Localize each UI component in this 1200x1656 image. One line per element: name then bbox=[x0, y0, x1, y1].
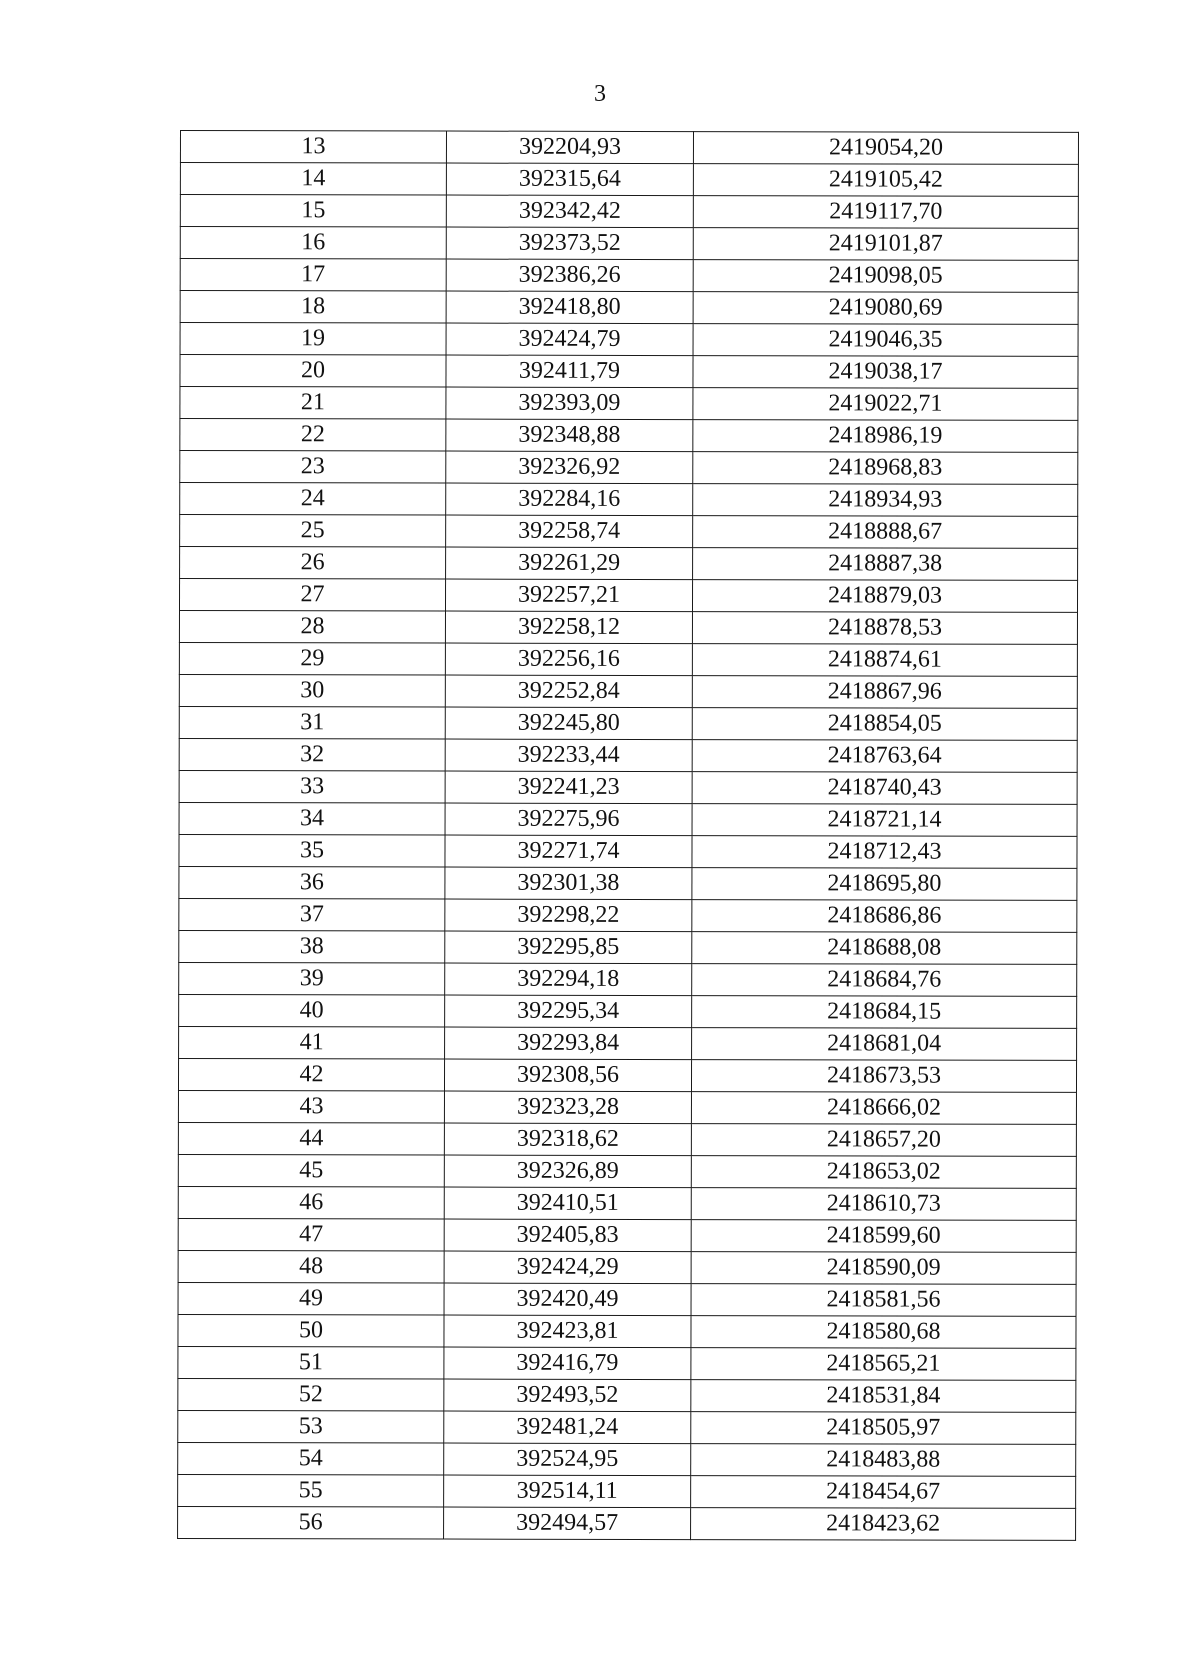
point-number-cell: 50 bbox=[178, 1314, 444, 1347]
x-coordinate-cell: 392284,16 bbox=[446, 483, 693, 516]
y-coordinate-cell: 2418968,83 bbox=[693, 452, 1078, 485]
point-number-cell: 49 bbox=[178, 1282, 444, 1315]
x-coordinate-cell: 392423,81 bbox=[444, 1315, 691, 1348]
x-coordinate-cell: 392257,21 bbox=[445, 579, 692, 612]
table-row bbox=[178, 1346, 1076, 1380]
table-row bbox=[179, 898, 1077, 932]
x-coordinate-cell: 392514,11 bbox=[444, 1475, 691, 1508]
y-coordinate-cell: 2418688,08 bbox=[692, 932, 1077, 965]
coordinates-table-body bbox=[178, 131, 1079, 1541]
y-coordinate-cell: 2418681,04 bbox=[692, 1028, 1077, 1061]
table-row bbox=[179, 611, 1077, 645]
point-number-cell: 48 bbox=[178, 1250, 444, 1283]
x-coordinate-cell: 392275,96 bbox=[445, 803, 692, 836]
table-row bbox=[178, 1378, 1076, 1412]
x-coordinate-cell: 392271,74 bbox=[445, 835, 692, 868]
x-coordinate-cell: 392424,79 bbox=[446, 323, 693, 356]
point-number-cell: 51 bbox=[178, 1346, 444, 1379]
x-coordinate-cell: 392258,74 bbox=[446, 515, 693, 548]
y-coordinate-cell: 2418854,05 bbox=[692, 708, 1077, 741]
x-coordinate-cell: 392386,26 bbox=[446, 259, 693, 292]
y-coordinate-cell: 2418673,53 bbox=[691, 1060, 1076, 1093]
table-row bbox=[179, 834, 1077, 868]
x-coordinate-cell: 392524,95 bbox=[444, 1443, 691, 1476]
point-number-cell: 43 bbox=[178, 1090, 444, 1123]
point-number-cell: 13 bbox=[180, 131, 446, 164]
y-coordinate-cell: 2419117,70 bbox=[693, 196, 1078, 229]
table-row bbox=[180, 451, 1078, 485]
x-coordinate-cell: 392323,28 bbox=[444, 1091, 691, 1124]
y-coordinate-cell: 2419038,17 bbox=[693, 356, 1078, 389]
x-coordinate-cell: 392326,89 bbox=[444, 1155, 691, 1188]
table-row bbox=[180, 483, 1078, 517]
y-coordinate-cell: 2418653,02 bbox=[691, 1156, 1076, 1189]
point-number-cell: 32 bbox=[179, 738, 445, 771]
point-number-cell: 21 bbox=[180, 387, 446, 420]
table-row bbox=[180, 547, 1078, 581]
table-row bbox=[179, 579, 1077, 613]
y-coordinate-cell: 2418867,96 bbox=[692, 676, 1077, 709]
point-number-cell: 46 bbox=[178, 1186, 444, 1219]
table-row bbox=[179, 706, 1077, 740]
point-number-cell: 55 bbox=[178, 1474, 444, 1507]
point-number-cell: 35 bbox=[179, 834, 445, 867]
y-coordinate-cell: 2419101,87 bbox=[693, 228, 1078, 261]
table-row bbox=[180, 131, 1078, 165]
y-coordinate-cell: 2418483,88 bbox=[691, 1444, 1076, 1477]
point-number-cell: 54 bbox=[178, 1442, 444, 1475]
y-coordinate-cell: 2418610,73 bbox=[691, 1188, 1076, 1221]
table-row bbox=[180, 355, 1078, 389]
point-number-cell: 30 bbox=[179, 674, 445, 707]
point-number-cell: 23 bbox=[180, 451, 446, 484]
point-number-cell: 29 bbox=[179, 642, 445, 675]
table-row bbox=[178, 1282, 1076, 1316]
table-row bbox=[180, 419, 1078, 453]
x-coordinate-cell: 392252,84 bbox=[445, 675, 692, 708]
point-number-cell: 53 bbox=[178, 1410, 444, 1443]
point-number-cell: 33 bbox=[179, 770, 445, 803]
x-coordinate-cell: 392301,38 bbox=[445, 867, 692, 900]
table-row bbox=[178, 1090, 1076, 1124]
coordinates-table-container bbox=[177, 130, 1078, 1541]
table-row bbox=[180, 323, 1078, 357]
x-coordinate-cell: 392494,57 bbox=[444, 1507, 691, 1540]
y-coordinate-cell: 2418986,19 bbox=[693, 420, 1078, 453]
y-coordinate-cell: 2419080,69 bbox=[693, 292, 1078, 325]
point-number-cell: 40 bbox=[179, 994, 445, 1027]
y-coordinate-cell: 2418581,56 bbox=[691, 1284, 1076, 1317]
point-number-cell: 16 bbox=[180, 227, 446, 260]
x-coordinate-cell: 392258,12 bbox=[445, 611, 692, 644]
x-coordinate-cell: 392318,62 bbox=[444, 1123, 691, 1156]
y-coordinate-cell: 2418684,15 bbox=[692, 996, 1077, 1029]
x-coordinate-cell: 392326,92 bbox=[446, 451, 693, 484]
x-coordinate-cell: 392256,16 bbox=[445, 643, 692, 676]
y-coordinate-cell: 2418580,68 bbox=[691, 1316, 1076, 1349]
point-number-cell: 36 bbox=[179, 866, 445, 899]
y-coordinate-cell: 2418740,43 bbox=[692, 772, 1077, 805]
point-number-cell: 47 bbox=[178, 1218, 444, 1251]
x-coordinate-cell: 392261,29 bbox=[446, 547, 693, 580]
table-row bbox=[178, 1058, 1076, 1092]
point-number-cell: 18 bbox=[180, 291, 446, 324]
x-coordinate-cell: 392342,42 bbox=[446, 195, 693, 228]
point-number-cell: 24 bbox=[180, 483, 446, 516]
x-coordinate-cell: 392411,79 bbox=[446, 355, 693, 388]
point-number-cell: 19 bbox=[180, 323, 446, 356]
x-coordinate-cell: 392308,56 bbox=[444, 1059, 691, 1092]
x-coordinate-cell: 392493,52 bbox=[444, 1379, 691, 1412]
y-coordinate-cell: 2418666,02 bbox=[691, 1092, 1076, 1125]
y-coordinate-cell: 2418590,09 bbox=[691, 1252, 1076, 1285]
point-number-cell: 31 bbox=[179, 706, 445, 739]
point-number-cell: 38 bbox=[179, 930, 445, 963]
x-coordinate-cell: 392295,85 bbox=[445, 931, 692, 964]
y-coordinate-cell: 2418686,86 bbox=[692, 900, 1077, 933]
table-row bbox=[178, 1474, 1076, 1508]
x-coordinate-cell: 392416,79 bbox=[444, 1347, 691, 1380]
y-coordinate-cell: 2418423,62 bbox=[691, 1508, 1076, 1541]
x-coordinate-cell: 392405,83 bbox=[444, 1219, 691, 1252]
table-row bbox=[178, 1442, 1076, 1476]
y-coordinate-cell: 2419098,05 bbox=[693, 260, 1078, 293]
table-row bbox=[180, 163, 1078, 197]
point-number-cell: 20 bbox=[180, 355, 446, 388]
point-number-cell: 25 bbox=[180, 515, 446, 548]
point-number-cell: 28 bbox=[179, 611, 445, 644]
point-number-cell: 45 bbox=[178, 1154, 444, 1187]
x-coordinate-cell: 392233,44 bbox=[445, 739, 692, 772]
y-coordinate-cell: 2418599,60 bbox=[691, 1220, 1076, 1253]
table-row bbox=[179, 802, 1077, 836]
point-number-cell: 39 bbox=[179, 962, 445, 995]
table-row bbox=[179, 738, 1077, 772]
y-coordinate-cell: 2418695,80 bbox=[692, 868, 1077, 901]
y-coordinate-cell: 2419054,20 bbox=[693, 132, 1078, 165]
x-coordinate-cell: 392424,29 bbox=[444, 1251, 691, 1284]
x-coordinate-cell: 392420,49 bbox=[444, 1283, 691, 1316]
point-number-cell: 42 bbox=[178, 1058, 444, 1091]
table-row bbox=[178, 1218, 1076, 1252]
y-coordinate-cell: 2418879,03 bbox=[692, 580, 1077, 613]
table-row bbox=[178, 1186, 1076, 1220]
y-coordinate-cell: 2418657,20 bbox=[691, 1124, 1076, 1157]
x-coordinate-cell: 392245,80 bbox=[445, 707, 692, 740]
y-coordinate-cell: 2418874,61 bbox=[692, 644, 1077, 677]
point-number-cell: 41 bbox=[179, 1026, 445, 1059]
x-coordinate-cell: 392418,80 bbox=[446, 291, 693, 324]
x-coordinate-cell: 392204,93 bbox=[446, 131, 693, 164]
y-coordinate-cell: 2418505,97 bbox=[691, 1412, 1076, 1445]
table-row bbox=[178, 1122, 1076, 1156]
x-coordinate-cell: 392295,34 bbox=[445, 995, 692, 1028]
page-number: 3 bbox=[594, 81, 606, 107]
point-number-cell: 27 bbox=[179, 579, 445, 612]
x-coordinate-cell: 392298,22 bbox=[445, 899, 692, 932]
table-row bbox=[179, 930, 1077, 964]
point-number-cell: 14 bbox=[180, 163, 446, 196]
table-row bbox=[179, 674, 1077, 708]
table-row bbox=[179, 962, 1077, 996]
table-row bbox=[180, 387, 1078, 421]
table-row bbox=[180, 227, 1078, 261]
point-number-cell: 37 bbox=[179, 898, 445, 931]
x-coordinate-cell: 392348,88 bbox=[446, 419, 693, 452]
point-number-cell: 56 bbox=[178, 1506, 444, 1539]
table-row bbox=[180, 195, 1078, 229]
table-row bbox=[180, 291, 1078, 325]
y-coordinate-cell: 2418712,43 bbox=[692, 836, 1077, 869]
coordinates-table bbox=[177, 130, 1079, 1541]
table-row bbox=[179, 994, 1077, 1028]
x-coordinate-cell: 392294,18 bbox=[445, 963, 692, 996]
y-coordinate-cell: 2418454,67 bbox=[691, 1476, 1076, 1509]
point-number-cell: 22 bbox=[180, 419, 446, 452]
y-coordinate-cell: 2418878,53 bbox=[692, 612, 1077, 645]
point-number-cell: 17 bbox=[180, 259, 446, 292]
y-coordinate-cell: 2419022,71 bbox=[693, 388, 1078, 421]
y-coordinate-cell: 2418721,14 bbox=[692, 804, 1077, 837]
table-row bbox=[180, 259, 1078, 293]
point-number-cell: 26 bbox=[180, 547, 446, 580]
table-row bbox=[179, 1026, 1077, 1060]
table-row bbox=[178, 1314, 1076, 1348]
table-row bbox=[179, 866, 1077, 900]
y-coordinate-cell: 2418531,84 bbox=[691, 1380, 1076, 1413]
table-row bbox=[179, 770, 1077, 804]
x-coordinate-cell: 392481,24 bbox=[444, 1411, 691, 1444]
y-coordinate-cell: 2418887,38 bbox=[693, 548, 1078, 581]
table-row bbox=[178, 1506, 1076, 1540]
table-row bbox=[178, 1154, 1076, 1188]
y-coordinate-cell: 2419046,35 bbox=[693, 324, 1078, 357]
y-coordinate-cell: 2418934,93 bbox=[693, 484, 1078, 517]
y-coordinate-cell: 2418684,76 bbox=[692, 964, 1077, 997]
table-row bbox=[179, 642, 1077, 676]
point-number-cell: 15 bbox=[180, 195, 446, 228]
x-coordinate-cell: 392293,84 bbox=[445, 1027, 692, 1060]
table-row bbox=[178, 1250, 1076, 1284]
x-coordinate-cell: 392393,09 bbox=[446, 387, 693, 420]
x-coordinate-cell: 392241,23 bbox=[445, 771, 692, 804]
x-coordinate-cell: 392410,51 bbox=[444, 1187, 691, 1220]
x-coordinate-cell: 392373,52 bbox=[446, 227, 693, 260]
point-number-cell: 44 bbox=[178, 1122, 444, 1155]
x-coordinate-cell: 392315,64 bbox=[446, 163, 693, 196]
y-coordinate-cell: 2418888,67 bbox=[693, 516, 1078, 549]
point-number-cell: 52 bbox=[178, 1378, 444, 1411]
point-number-cell: 34 bbox=[179, 802, 445, 835]
y-coordinate-cell: 2418763,64 bbox=[692, 740, 1077, 773]
y-coordinate-cell: 2419105,42 bbox=[693, 164, 1078, 197]
table-row bbox=[178, 1410, 1076, 1444]
y-coordinate-cell: 2418565,21 bbox=[691, 1348, 1076, 1381]
table-row bbox=[180, 515, 1078, 549]
